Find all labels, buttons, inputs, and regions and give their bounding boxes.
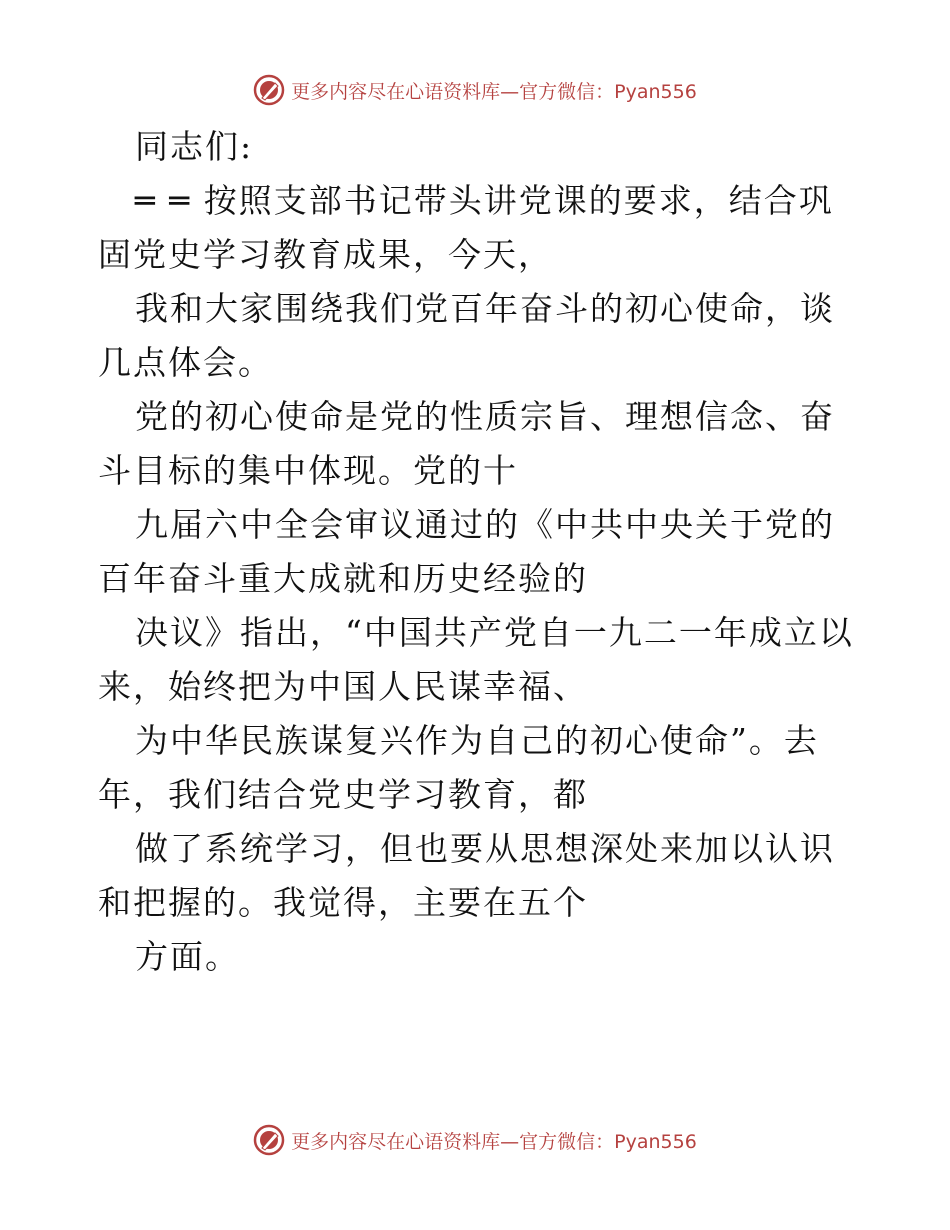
watermark-text: 更多内容尽在心语资料库—官方微信：Pyan556 (291, 1130, 697, 1153)
page-header-watermark (0, 70, 950, 110)
paragraph: 九届六中全会审议通过的《中共中央关于党的百年奋斗重大成就和历史经验的 (98, 505, 835, 598)
paragraph: 为中华民族谋复兴作为自己的初心使命”。去年，我们结合党史学习教育，都 (98, 721, 819, 814)
page-footer-watermark (0, 1120, 950, 1160)
paragraph: 决议》指出，“中国共产党自一九二一年成立以来，始终把为中国人民谋幸福、 (98, 613, 854, 706)
document-body (98, 120, 858, 984)
paragraph: 同志们: (135, 127, 254, 166)
pen-emblem-icon (253, 1124, 285, 1156)
paragraph: 做了系统学习，但也要从思想深处来加以认识和把握的。我觉得，主要在五个 (98, 829, 835, 922)
paragraph: 党的初心使命是党的性质宗旨、理想信念、奋斗目标的集中体现。党的十 (98, 397, 835, 490)
watermark-text: 更多内容尽在心语资料库—官方微信：Pyan556 (291, 80, 697, 103)
paragraph: ═ ═ 按照支部书记带头讲党课的要求，结合巩固党史学习教育成果，今天， (98, 181, 834, 274)
paragraph: 方面。 (135, 937, 240, 976)
paragraph: 我和大家围绕我们党百年奋斗的初心使命，谈几点体会。 (98, 289, 835, 382)
pen-emblem-icon (253, 74, 285, 106)
